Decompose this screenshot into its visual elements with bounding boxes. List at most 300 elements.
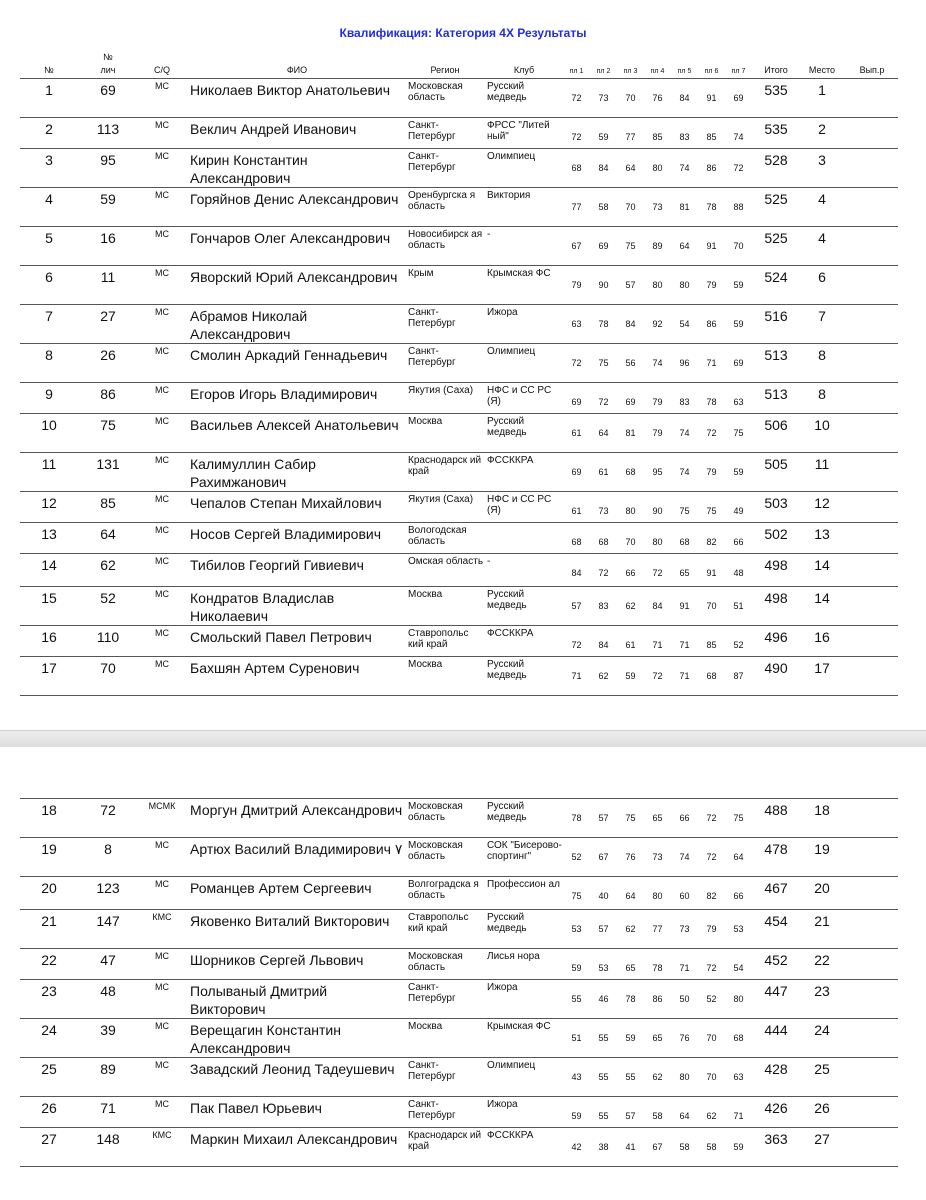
athlete-name: Кирин Константин Александрович bbox=[190, 152, 308, 186]
qualification: МС bbox=[155, 229, 169, 239]
series-score-3: 65 bbox=[625, 963, 636, 973]
table-row bbox=[20, 877, 898, 910]
series-score-4: 72 bbox=[652, 671, 663, 681]
place: 10 bbox=[814, 417, 830, 433]
row-number: 27 bbox=[41, 1131, 57, 1147]
series-score-7: 52 bbox=[733, 640, 744, 650]
table-row bbox=[20, 838, 898, 877]
license-number: 148 bbox=[96, 1131, 120, 1147]
total-score: 428 bbox=[764, 1061, 788, 1077]
license-number: 72 bbox=[100, 802, 116, 818]
athlete-name: Шорников Сергей Львович bbox=[190, 952, 364, 968]
place: 19 bbox=[814, 841, 830, 857]
athlete-name: Яворский Юрий Александрович bbox=[190, 269, 398, 285]
series-score-2: 84 bbox=[598, 163, 609, 173]
athlete-name: Васильев Алексей Анатольевич bbox=[190, 417, 399, 433]
total-score: 426 bbox=[764, 1100, 788, 1116]
total-score: 535 bbox=[764, 82, 788, 98]
row-number: 21 bbox=[41, 913, 57, 929]
series-score-5: 80 bbox=[679, 1072, 690, 1082]
series-score-6: 91 bbox=[706, 241, 717, 251]
series-score-1: 72 bbox=[571, 132, 582, 142]
license-number: 113 bbox=[96, 121, 120, 137]
series-score-7: 63 bbox=[733, 1072, 744, 1082]
series-score-6: 70 bbox=[706, 601, 717, 611]
table-row bbox=[20, 78, 898, 118]
region: Санкт-Петербург bbox=[408, 120, 456, 142]
series-score-7: 74 bbox=[733, 132, 744, 142]
license-number: 75 bbox=[100, 417, 116, 433]
series-score-5: 50 bbox=[679, 994, 690, 1004]
region: Новосибирск ая область bbox=[408, 229, 483, 251]
results-table-page-2 bbox=[0, 798, 926, 1167]
series-score-5: 74 bbox=[679, 428, 690, 438]
qualification: МС bbox=[155, 589, 169, 599]
header-total: Итого bbox=[764, 65, 788, 75]
qualification: МС bbox=[155, 346, 169, 356]
club: Крымская ФС bbox=[487, 1021, 551, 1032]
series-score-7: 59 bbox=[733, 280, 744, 290]
series-score-4: 89 bbox=[652, 241, 663, 251]
series-score-3: 75 bbox=[625, 813, 636, 823]
series-score-1: 72 bbox=[571, 640, 582, 650]
region: Санкт-Петербург bbox=[408, 982, 456, 1004]
series-score-6: 62 bbox=[706, 1111, 717, 1121]
series-score-7: 59 bbox=[733, 467, 744, 477]
table-header bbox=[0, 52, 926, 76]
series-score-2: 59 bbox=[598, 132, 609, 142]
club: Русский медведь bbox=[487, 659, 527, 681]
license-number: 69 bbox=[100, 82, 116, 98]
qualification: МС bbox=[155, 951, 169, 961]
series-score-7: 54 bbox=[733, 963, 744, 973]
header-lic-top: № bbox=[103, 52, 113, 62]
series-score-4: 71 bbox=[652, 640, 663, 650]
club: Ижора bbox=[487, 1099, 518, 1110]
series-score-3: 78 bbox=[625, 994, 636, 1004]
total-score: 363 bbox=[764, 1131, 788, 1147]
athlete-name: Смолин Аркадий Геннадьевич bbox=[190, 347, 388, 363]
series-score-6: 72 bbox=[706, 428, 717, 438]
header-cq: C/Q bbox=[153, 65, 170, 75]
header-fio: ФИО bbox=[286, 65, 308, 75]
place: 2 bbox=[818, 121, 826, 137]
license-number: 70 bbox=[100, 660, 116, 676]
series-score-7: 51 bbox=[733, 601, 744, 611]
series-score-4: 95 bbox=[652, 467, 663, 477]
row-number: 22 bbox=[41, 952, 57, 968]
table-row bbox=[20, 657, 898, 696]
row-number: 9 bbox=[45, 386, 53, 402]
series-score-2: 67 bbox=[598, 852, 609, 862]
series-score-5: 74 bbox=[679, 467, 690, 477]
region: Московская область bbox=[408, 801, 463, 823]
series-score-3: 57 bbox=[625, 280, 636, 290]
series-score-6: 86 bbox=[706, 163, 717, 173]
region: Якутия (Саха) bbox=[408, 494, 474, 505]
club: ФССККРА bbox=[487, 1130, 534, 1141]
region: Московская область bbox=[408, 81, 463, 103]
row-number: 24 bbox=[41, 1022, 57, 1038]
series-score-1: 84 bbox=[571, 568, 582, 578]
series-score-4: 65 bbox=[652, 1033, 663, 1043]
series-score-2: 55 bbox=[598, 1072, 609, 1082]
place: 8 bbox=[818, 386, 826, 402]
header-lic-bottom: лич bbox=[100, 65, 116, 75]
total-score: 467 bbox=[764, 880, 788, 896]
series-score-5: 83 bbox=[679, 132, 690, 142]
license-number: 64 bbox=[100, 526, 116, 542]
series-score-4: 85 bbox=[652, 132, 663, 142]
athlete-name: Моргун Дмитрий Александрович bbox=[190, 802, 403, 818]
series-score-7: 63 bbox=[733, 397, 744, 407]
region: Санкт-Петербург bbox=[408, 346, 456, 368]
row-number: 26 bbox=[41, 1100, 57, 1116]
series-score-1: 53 bbox=[571, 924, 582, 934]
table-row bbox=[20, 910, 898, 949]
athlete-name: Смольский Павел Петрович bbox=[190, 629, 372, 645]
series-score-1: 71 bbox=[571, 671, 582, 681]
results-table-page-1 bbox=[0, 78, 926, 696]
qualification: МС bbox=[155, 385, 169, 395]
place: 22 bbox=[814, 952, 830, 968]
series-score-2: 38 bbox=[598, 1142, 609, 1152]
license-number: 86 bbox=[100, 386, 116, 402]
athlete-name: Завадский Леонид Тадеушевич bbox=[190, 1061, 395, 1077]
club: НФС и СС РС (Я) bbox=[487, 385, 552, 407]
series-score-1: 72 bbox=[571, 93, 582, 103]
total-score: 503 bbox=[764, 495, 788, 511]
row-number: 4 bbox=[45, 191, 53, 207]
table-row bbox=[20, 149, 898, 188]
series-score-7: 75 bbox=[733, 813, 744, 823]
region: Якутия (Саха) bbox=[408, 385, 474, 396]
place: 7 bbox=[818, 308, 826, 324]
total-score: 488 bbox=[764, 802, 788, 818]
series-score-2: 55 bbox=[598, 1033, 609, 1043]
total-score: 447 bbox=[764, 983, 788, 999]
series-score-3: 59 bbox=[625, 1033, 636, 1043]
series-score-6: 71 bbox=[706, 358, 717, 368]
series-score-1: 77 bbox=[571, 202, 582, 212]
place: 1 bbox=[818, 82, 826, 98]
series-score-3: 41 bbox=[625, 1142, 636, 1152]
series-score-6: 82 bbox=[706, 891, 717, 901]
series-score-4: 62 bbox=[652, 1072, 663, 1082]
series-score-2: 73 bbox=[598, 93, 609, 103]
row-number: 20 bbox=[41, 880, 57, 896]
total-score: 513 bbox=[764, 386, 788, 402]
license-number: 11 bbox=[100, 269, 116, 285]
series-score-4: 92 bbox=[652, 319, 663, 329]
series-score-6: 79 bbox=[706, 924, 717, 934]
series-score-7: 69 bbox=[733, 93, 744, 103]
series-score-3: 84 bbox=[625, 319, 636, 329]
qualification: МС bbox=[155, 1021, 169, 1031]
qualification: МСМК bbox=[148, 801, 176, 811]
series-score-6: 79 bbox=[706, 467, 717, 477]
row-number: 6 bbox=[45, 269, 53, 285]
total-score: 498 bbox=[764, 557, 788, 573]
table-row bbox=[20, 227, 898, 266]
region: Крым bbox=[408, 268, 434, 279]
series-score-2: 61 bbox=[598, 467, 609, 477]
table-row bbox=[20, 980, 898, 1019]
license-number: 59 bbox=[100, 191, 116, 207]
total-score: 516 bbox=[764, 308, 788, 324]
athlete-name: Гончаров Олег Александрович bbox=[190, 230, 391, 246]
series-score-4: 80 bbox=[652, 891, 663, 901]
series-score-3: 64 bbox=[625, 891, 636, 901]
region: Московская область bbox=[408, 951, 463, 973]
series-score-5: 66 bbox=[679, 813, 690, 823]
series-score-5: 65 bbox=[679, 568, 690, 578]
series-score-2: 53 bbox=[598, 963, 609, 973]
series-score-2: 73 bbox=[598, 506, 609, 516]
series-score-1: 59 bbox=[571, 1111, 582, 1121]
series-score-5: 58 bbox=[679, 1142, 690, 1152]
club: Ижора bbox=[487, 307, 518, 318]
qualification: МС bbox=[155, 1099, 169, 1109]
row-number: 8 bbox=[45, 347, 53, 363]
series-score-3: 61 bbox=[625, 640, 636, 650]
row-number: 25 bbox=[41, 1061, 57, 1077]
series-score-3: 70 bbox=[625, 202, 636, 212]
series-score-2: 72 bbox=[598, 568, 609, 578]
table-row bbox=[20, 344, 898, 383]
club: Лисья нора bbox=[487, 951, 540, 962]
region: Краснодарск ий край bbox=[408, 1130, 482, 1152]
series-score-6: 70 bbox=[706, 1033, 717, 1043]
table-row bbox=[20, 587, 898, 626]
region: Волгоградска я область bbox=[408, 879, 479, 901]
series-score-5: 91 bbox=[679, 601, 690, 611]
series-score-2: 84 bbox=[598, 640, 609, 650]
series-score-6: 72 bbox=[706, 813, 717, 823]
total-score: 478 bbox=[764, 841, 788, 857]
club: ФРСС "Литей ный" bbox=[487, 120, 550, 142]
qualification: МС bbox=[155, 982, 169, 992]
club: СОК "Бисерово-спортинг" bbox=[487, 840, 562, 862]
series-score-3: 55 bbox=[625, 1072, 636, 1082]
qualification: МС bbox=[155, 81, 169, 91]
series-score-1: 79 bbox=[571, 280, 582, 290]
qualification: МС bbox=[155, 659, 169, 669]
row-number: 12 bbox=[41, 495, 57, 511]
row-number: 5 bbox=[45, 230, 53, 246]
region: Омская область bbox=[408, 556, 484, 567]
header-place: Место bbox=[808, 65, 836, 75]
series-score-3: 81 bbox=[625, 428, 636, 438]
total-score: 490 bbox=[764, 660, 788, 676]
qualification: МС bbox=[155, 151, 169, 161]
series-score-7: 69 bbox=[733, 358, 744, 368]
row-number: 14 bbox=[41, 557, 57, 573]
series-score-3: 64 bbox=[625, 163, 636, 173]
qualification: МС bbox=[155, 879, 169, 889]
row-number: 1 bbox=[45, 82, 53, 98]
club: Русский медведь bbox=[487, 416, 527, 438]
qualification: МС bbox=[155, 190, 169, 200]
series-score-4: 84 bbox=[652, 601, 663, 611]
series-score-6: 85 bbox=[706, 132, 717, 142]
place: 25 bbox=[814, 1061, 830, 1077]
header-series-5: пл 5 bbox=[677, 68, 692, 75]
row-number: 3 bbox=[45, 152, 53, 168]
series-score-3: 69 bbox=[625, 397, 636, 407]
series-score-5: 64 bbox=[679, 1111, 690, 1121]
series-score-3: 75 bbox=[625, 241, 636, 251]
series-score-1: 68 bbox=[571, 537, 582, 547]
table-row bbox=[20, 1058, 898, 1097]
series-score-6: 86 bbox=[706, 319, 717, 329]
region: Санкт-Петербург bbox=[408, 1060, 456, 1082]
series-score-5: 80 bbox=[679, 280, 690, 290]
place: 21 bbox=[814, 913, 830, 929]
table-row bbox=[20, 949, 898, 980]
series-score-7: 87 bbox=[733, 671, 744, 681]
series-score-1: 61 bbox=[571, 428, 582, 438]
series-score-5: 74 bbox=[679, 163, 690, 173]
series-score-4: 79 bbox=[652, 397, 663, 407]
series-score-7: 66 bbox=[733, 891, 744, 901]
license-number: 27 bbox=[100, 308, 116, 324]
athlete-name: Егоров Игорь Владимирович bbox=[190, 386, 378, 402]
total-score: 454 bbox=[764, 913, 788, 929]
row-number: 16 bbox=[41, 629, 57, 645]
series-score-7: 70 bbox=[733, 241, 744, 251]
region: Ставропольс кий край bbox=[408, 912, 469, 934]
row-number: 23 bbox=[41, 983, 57, 999]
series-score-3: 80 bbox=[625, 506, 636, 516]
table-row bbox=[20, 554, 898, 587]
series-score-6: 72 bbox=[706, 852, 717, 862]
license-number: 39 bbox=[100, 1022, 116, 1038]
region: Московская область bbox=[408, 840, 463, 862]
series-score-4: 77 bbox=[652, 924, 663, 934]
place: 4 bbox=[818, 191, 826, 207]
series-score-1: 63 bbox=[571, 319, 582, 329]
header-series-1: пл 1 bbox=[569, 68, 584, 75]
table-row bbox=[20, 492, 898, 523]
total-score: 502 bbox=[764, 526, 788, 542]
club: Олимпиец bbox=[487, 1060, 536, 1071]
series-score-5: 71 bbox=[679, 671, 690, 681]
series-score-3: 56 bbox=[625, 358, 636, 368]
series-score-2: 83 bbox=[598, 601, 609, 611]
table-row bbox=[20, 383, 898, 414]
region: Ставропольс кий край bbox=[408, 628, 469, 650]
series-score-7: 66 bbox=[733, 537, 744, 547]
place: 6 bbox=[818, 269, 826, 285]
club: Ижора bbox=[487, 982, 518, 993]
club: ФССККРА bbox=[487, 628, 534, 639]
athlete-name: Полываный Дмитрий Викторович bbox=[190, 983, 328, 1017]
series-score-4: 79 bbox=[652, 428, 663, 438]
series-score-6: 82 bbox=[706, 537, 717, 547]
license-number: 131 bbox=[96, 456, 120, 472]
series-score-2: 40 bbox=[598, 891, 609, 901]
total-score: 505 bbox=[764, 456, 788, 472]
license-number: 71 bbox=[100, 1100, 116, 1116]
series-score-3: 62 bbox=[625, 601, 636, 611]
athlete-name: Тибилов Георгий Гивиевич bbox=[190, 557, 364, 573]
athlete-name: Пак Павел Юрьевич bbox=[190, 1100, 322, 1116]
series-score-1: 43 bbox=[571, 1072, 582, 1082]
license-number: 16 bbox=[100, 230, 116, 246]
region: Москва bbox=[408, 659, 443, 670]
license-number: 8 bbox=[104, 841, 112, 857]
series-score-5: 84 bbox=[679, 93, 690, 103]
series-score-7: 72 bbox=[733, 163, 744, 173]
header-series-2: пл 2 bbox=[596, 68, 611, 75]
qualification: МС bbox=[155, 840, 169, 850]
qualification: КМС bbox=[152, 1130, 172, 1140]
header-series-6: пл 6 bbox=[704, 68, 719, 75]
series-score-4: 76 bbox=[652, 93, 663, 103]
series-score-2: 62 bbox=[598, 671, 609, 681]
series-score-4: 86 bbox=[652, 994, 663, 1004]
series-score-2: 72 bbox=[598, 397, 609, 407]
table-row bbox=[20, 1128, 898, 1167]
series-score-6: 52 bbox=[706, 994, 717, 1004]
license-number: 123 bbox=[96, 880, 120, 896]
header-region: Регион bbox=[430, 65, 460, 75]
qualification: МС bbox=[155, 120, 169, 130]
club: Русский медведь bbox=[487, 81, 527, 103]
series-score-1: 57 bbox=[571, 601, 582, 611]
license-number: 62 bbox=[100, 557, 116, 573]
total-score: 498 bbox=[764, 590, 788, 606]
header-club: Клуб bbox=[513, 65, 535, 75]
series-score-6: 91 bbox=[706, 93, 717, 103]
series-score-5: 96 bbox=[679, 358, 690, 368]
athlete-name: Калимуллин Сабир Рахимжанович bbox=[190, 456, 316, 490]
series-score-2: 57 bbox=[598, 813, 609, 823]
series-score-1: 69 bbox=[571, 467, 582, 477]
total-score: 444 bbox=[764, 1022, 788, 1038]
table-row bbox=[20, 626, 898, 657]
series-score-7: 68 bbox=[733, 1033, 744, 1043]
athlete-name: Николаев Виктор Анатольевич bbox=[190, 82, 390, 98]
table-row bbox=[20, 1097, 898, 1128]
athlete-name: Абрамов Николай Александрович bbox=[190, 308, 308, 342]
header-series-4: пл 4 bbox=[650, 68, 665, 75]
region: Москва bbox=[408, 1021, 443, 1032]
athlete-name: Артюх Василий Владимирович ٧ bbox=[190, 841, 403, 857]
region: Санкт-Петербург bbox=[408, 1099, 456, 1121]
club: Олимпиец bbox=[487, 151, 536, 162]
series-score-3: 68 bbox=[625, 467, 636, 477]
series-score-4: 73 bbox=[652, 202, 663, 212]
series-score-1: 42 bbox=[571, 1142, 582, 1152]
license-number: 110 bbox=[96, 629, 120, 645]
series-score-4: 58 bbox=[652, 1111, 663, 1121]
series-score-5: 75 bbox=[679, 506, 690, 516]
table-row bbox=[20, 266, 898, 305]
series-score-3: 70 bbox=[625, 537, 636, 547]
athlete-name: Носов Сергей Владимирович bbox=[190, 526, 381, 542]
series-score-3: 62 bbox=[625, 924, 636, 934]
series-score-2: 55 bbox=[598, 1111, 609, 1121]
row-number: 10 bbox=[41, 417, 57, 433]
series-score-1: 52 bbox=[571, 852, 582, 862]
qualification: МС bbox=[155, 268, 169, 278]
series-score-7: 49 bbox=[733, 506, 744, 516]
header-series-3: пл 3 bbox=[623, 68, 638, 75]
series-score-7: 48 bbox=[733, 568, 744, 578]
series-score-5: 76 bbox=[679, 1033, 690, 1043]
